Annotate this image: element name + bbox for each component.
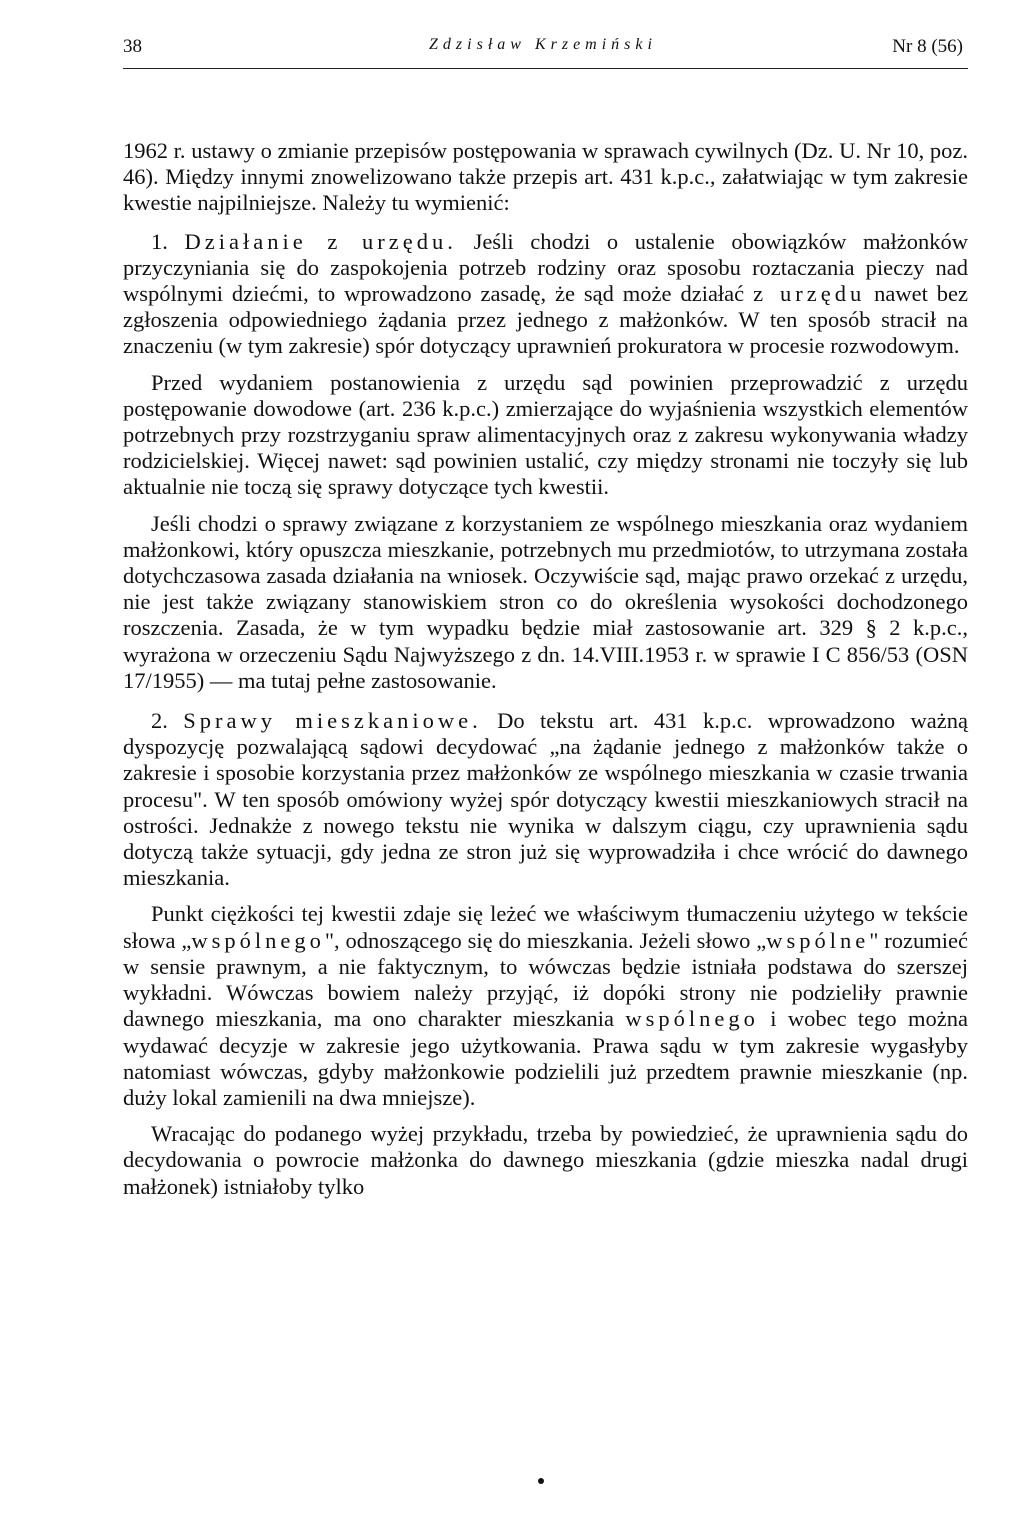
text-span: " rozumieć w sensie prawnym, a nie faktycznym, to wówczas będzie istniała podstawa do szerszej wykładni. Wówczas bowiem należy przyjąć, iż dopóki strony nie podzieliły prawnie dawnego mieszkania, ma ono charakter mieszkania	[123, 927, 968, 1032]
paragraph-section-2	[123, 708, 968, 891]
article-body	[123, 138, 968, 1200]
paragraph	[123, 901, 968, 1111]
emphasis-span: wspólnego	[625, 1006, 759, 1032]
emphasis-span: wspólnego	[191, 927, 325, 953]
section-number: 2.	[151, 708, 184, 734]
page-number: 38	[123, 36, 142, 57]
emphasis-span: z urzędu	[753, 281, 866, 307]
text-span: nawet bez zgłoszenia odpowiedniego żądania przez jednego z małżonków. W ten sposób stracił na znaczeniu (w tym zakresie) spór dotyczący uprawnień prokuratora w procesie rozwodowym.	[123, 281, 968, 359]
print-dot	[538, 1478, 544, 1484]
header-rule	[123, 68, 968, 69]
emphasis-span: wspólne	[766, 927, 870, 953]
section-heading: Działanie z urzędu.	[184, 228, 457, 254]
paragraph: Wracając do podanego wyżej przykładu, trzeba by powiedzieć, że uprawnienia sądu do decydowania o powrocie małżonka do dawnego mieszkania (gdzie mieszka nadal drugi małżonek) istniałoby tylko	[123, 1121, 968, 1199]
section-heading: Sprawy mieszkaniowe.	[183, 708, 482, 734]
paragraph-section-1	[123, 229, 968, 360]
text-span: Do tekstu art. 431 k.p.c. wprowadzono ważną dyspozycję pozwalającą sądowi decydować „na żądanie jednego z małżonków także o zakresie i sposobie korzystania przez małżonków ze wspólnego mieszkania w czasie trwania procesu". W ten sposób omówiony wyżej spór dotyczący kwestii mieszkaniowych stracił na ostrości. Jednakże z nowego tekstu nie wynika w dalszym ciągu, czy uprawnienia sądu dotyczą także sytuacji, gdy jedna ze stron już się wyprowadziła i chce wrócić do dawnego mieszkania.	[123, 708, 969, 891]
paragraph: Jeśli chodzi o sprawy związane z korzystaniem ze wspólnego mieszkania oraz wydaniem małżonkowi, który opuszcza mieszkanie, potrzebnych mu przedmiotów, to utrzymana została dotychczasowa zasada działania na wniosek. Oczywiście sąd, mając prawo orzekać z urzędu, nie jest także związany stanowiskiem stron co do określenia wysokości dochodzonego roszczenia. Zasada, że w tym wypadku będzie miał zastosowanie art. 329 § 2 k.p.c., wyrażona w orzeczeniu Sądu Najwyższego z dn. 14.VIII.1953 r. w sprawie I C 856/53 (OSN 17/1955) — ma tutaj pełne zastosowanie.	[123, 510, 968, 693]
paragraph: Przed wydaniem postanowienia z urzędu sąd powinien przeprowadzić z urzędu postępowanie dowodowe (art. 236 k.p.c.) zmierzające do wyjaśnienia wszystkich elementów potrzebnych przy rozstrzyganiu spraw alimentacyjnych oraz z zakresu wykonywania władzy rodzicielskiej. Więcej nawet: sąd powinien ustalić, czy między stronami nie toczyły się lub aktualnie nie toczą się sprawy dotyczące tych kwestii.	[123, 369, 968, 500]
running-author: Zdzisław Krzemiński	[429, 36, 657, 53]
running-header	[123, 36, 963, 70]
text-span: ", odnoszącego się do mieszkania. Jeżeli słowo „	[324, 927, 767, 953]
text-span: i wobec tego można wydawać decyzje w zakresie jego użytkowania. Prawa sądu w tym zakresie wygasłyby natomiast wówczas, gdyby małżonkowie podzielili już przedtem prawnie mieszkanie (np. duży lokal zamienili na dwa mniejsze).	[123, 1006, 968, 1110]
section-number: 1.	[151, 228, 185, 254]
issue-number: Nr 8 (56)	[892, 36, 963, 57]
paragraph: 1962 r. ustawy o zmianie przepisów postępowania w sprawach cywilnych (Dz. U. Nr 10, poz. 46). Między innymi znowelizowano także przepis art. 431 k.p.c., załatwiając w tym zakresie kwestie najpilniejsze. Należy tu wymienić:	[123, 138, 968, 216]
text-span: Punkt ciężkości tej kwestii zdaje się leżeć we właściwym tłumaczeniu użytego w tekście słowa „	[123, 901, 968, 953]
text-span: Jeśli chodzi o ustalenie obowiązków małżonków przyczyniania się do zaspokojenia potrzeb rodziny oraz sposobu roztaczania pieczy nad wspólnymi dziećmi, to wprowadzono zasadę, że sąd może działać	[123, 228, 969, 307]
